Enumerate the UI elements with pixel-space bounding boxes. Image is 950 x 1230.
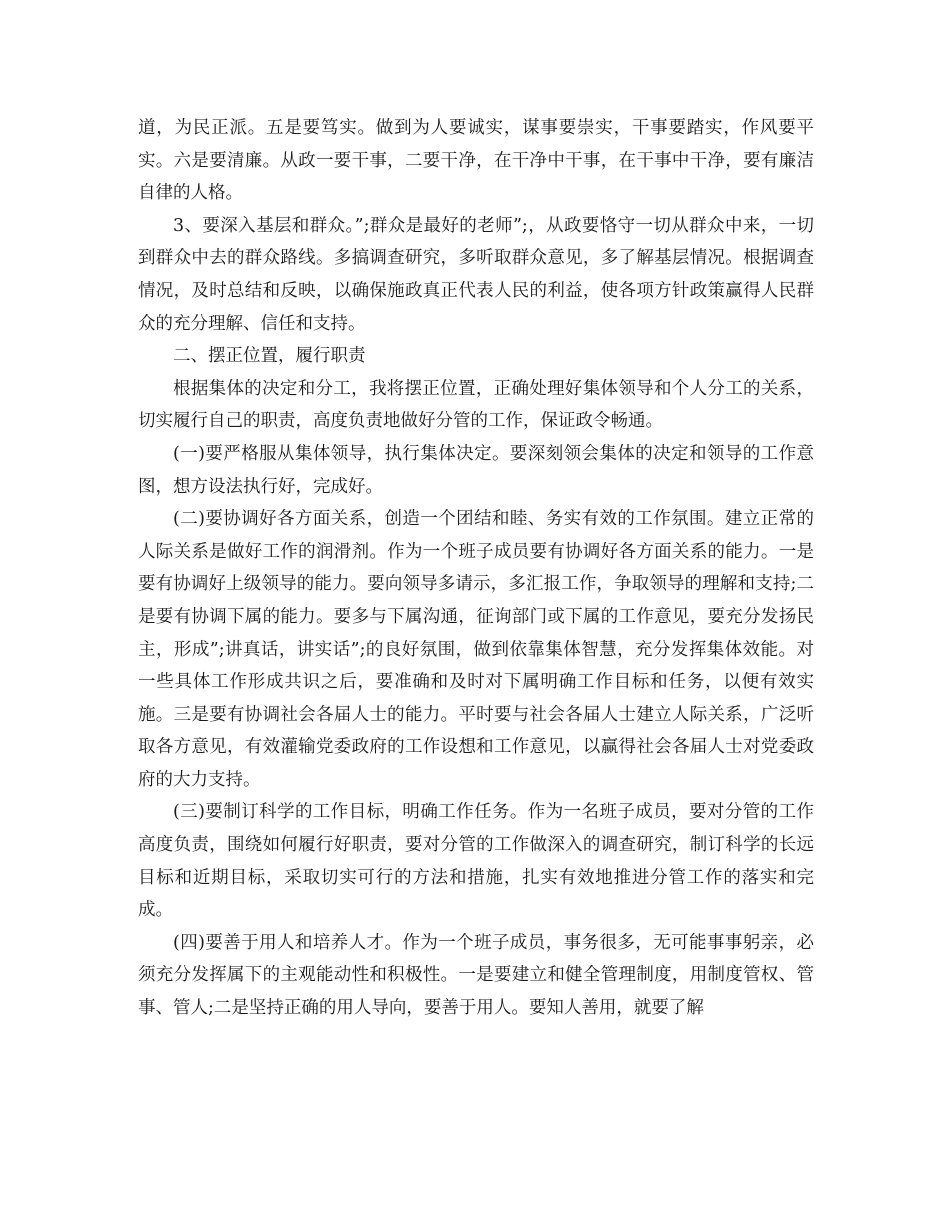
paragraph-item-3: (三)要制订科学的工作目标，明确工作任务。作为一名班子成员，要对分管的工作高度负责，围绕如何履行好职责，要对分管的工作做深入的调查研究，制订科学的长远目标和近期目标，采取切实可行的方法和措施，扎实有效地推进分管工作的落实和完成。: [138, 802, 814, 921]
paragraph-item-2: (二)要协调好各方面关系，创造一个团结和睦、务实有效的工作氛围。建立正常的人际关系是做好工作的润滑剂。作为一个班子成员要有协调好各方面关系的能力。一是要有协调好上级领导的能力。要向领导多请示，多汇报工作，争取领导的理解和支持;二是要有协调下属的能力。要多与下属沟通，征询部门或下属的工作意见，要充分发扬民主，形成”;讲真话，讲实话”;的良好氛围，做到依靠集体智慧，充分发挥集体效能。对一些具体工作形成共识之后，要准确和及时对下属明确工作目标和任务，以便有效实施。三是要有协调社会各届人士的能力。平时要与社会各届人士建立人际关系，广泛听取各方意见，有效灌输党委政府的工作设想和工作意见，以赢得社会各届人士对党委政府的大力支持。: [138, 509, 814, 790]
paragraph-intro: 根据集体的决定和分工，我将摆正位置，正确处理好集体领导和个人分工的关系，切实履行自己的职责，高度负责地做好分管的工作，保证政令畅通。: [138, 378, 814, 432]
paragraph-item-4: (四)要善于用人和培养人才。作为一个班子成员，事务很多，无可能事事躬亲，必须充分发挥属下的主观能动性和积极性。一是要建立和健全管理制度，用制度管权、管事、管人;二是坚持正确的用人导向，要善于用人。要知人善用，就要了解: [138, 932, 814, 1019]
section-heading-2: 二、摆正位置，履行职责: [173, 346, 366, 367]
paragraph-point-3: 3、要深入基层和群众。”;群众是最好的老师”;，从政要恪守一切从群众中来，一切到群众中去的群众路线。多搞调查研究，多听取群众意见，多了解基层情况。根据调查情况，及时总结和反映，以确保施政真正代表人民的利益，使各项方针政策赢得人民群众的充分理解、信任和支持。: [138, 215, 814, 334]
paragraph-continuation: 道，为民正派。五是要笃实。做到为人要诚实，谋事要崇实，干事要踏实，作风要平实。六是要清廉。从政一要干事，二要干净，在干净中干事，在干事中干净，要有廉洁自律的人格。: [138, 118, 814, 204]
document-body: [138, 112, 814, 1025]
paragraph-item-1: (一)要严格服从集体领导，执行集体决定。要深刻领会集体的决定和领导的工作意图，想方设法执行好，完成好。: [138, 443, 814, 497]
